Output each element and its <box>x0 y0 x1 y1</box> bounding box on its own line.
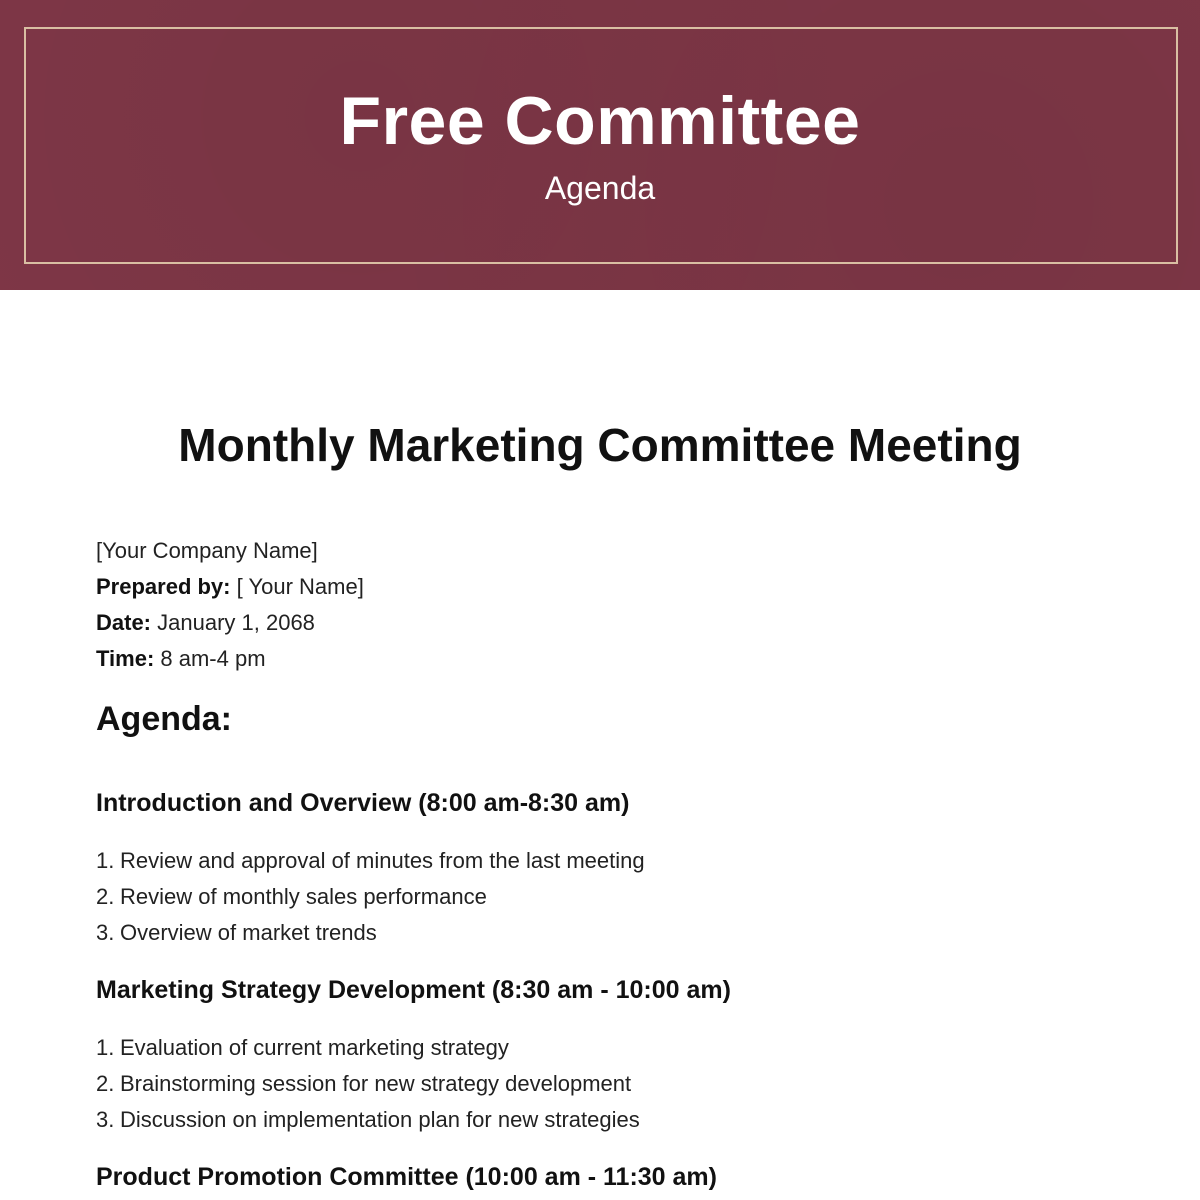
item-text: Evaluation of current marketing strategy <box>120 1035 509 1060</box>
date-value: January 1, 2068 <box>151 610 315 635</box>
item-number: 1. <box>96 848 115 873</box>
list-item <box>96 1030 640 1066</box>
header-banner <box>0 0 1200 290</box>
list-item <box>96 915 645 951</box>
section-list <box>96 843 645 951</box>
item-number: 1. <box>96 1035 115 1060</box>
time <box>96 641 364 677</box>
item-text: Overview of market trends <box>120 920 377 945</box>
item-number: 3. <box>96 1107 115 1132</box>
list-item <box>96 879 645 915</box>
prepared-by-label: Prepared by: <box>96 574 231 599</box>
item-number: 2. <box>96 1071 115 1096</box>
list-item <box>96 1102 640 1138</box>
prepared-by-value: [ Your Name] <box>230 574 364 599</box>
list-item <box>96 843 645 879</box>
header-subtitle: Agenda <box>544 170 656 206</box>
section-title: Introduction and Overview (8:00 am-8:30 am) <box>96 789 630 817</box>
date-label: Date: <box>96 610 152 635</box>
time-label: Time: <box>96 646 155 671</box>
time-value: 8 am-4 pm <box>154 646 266 671</box>
prepared-by <box>96 569 364 605</box>
item-text: Brainstorming session for new strategy development <box>120 1071 632 1096</box>
item-number: 3. <box>96 920 115 945</box>
document-title: Monthly Marketing Committee Meeting <box>178 419 1022 471</box>
list-item <box>96 1066 640 1102</box>
meeting-info <box>96 533 364 677</box>
date <box>96 605 364 641</box>
section-title: Marketing Strategy Development (8:30 am - 10:00 am) <box>96 976 731 1004</box>
section-title: Product Promotion Committee (10:00 am - 11:30 am) <box>96 1163 717 1191</box>
section-list <box>96 1030 640 1138</box>
agenda-heading: Agenda: <box>96 700 232 738</box>
item-number: 2. <box>96 884 115 909</box>
company-name: [Your Company Name] <box>96 538 318 563</box>
item-text: Review of monthly sales performance <box>120 884 487 909</box>
header-title: Free Committee <box>339 83 861 159</box>
item-text: Review and approval of minutes from the last meeting <box>120 848 645 873</box>
item-text: Discussion on implementation plan for new strategies <box>120 1107 640 1132</box>
